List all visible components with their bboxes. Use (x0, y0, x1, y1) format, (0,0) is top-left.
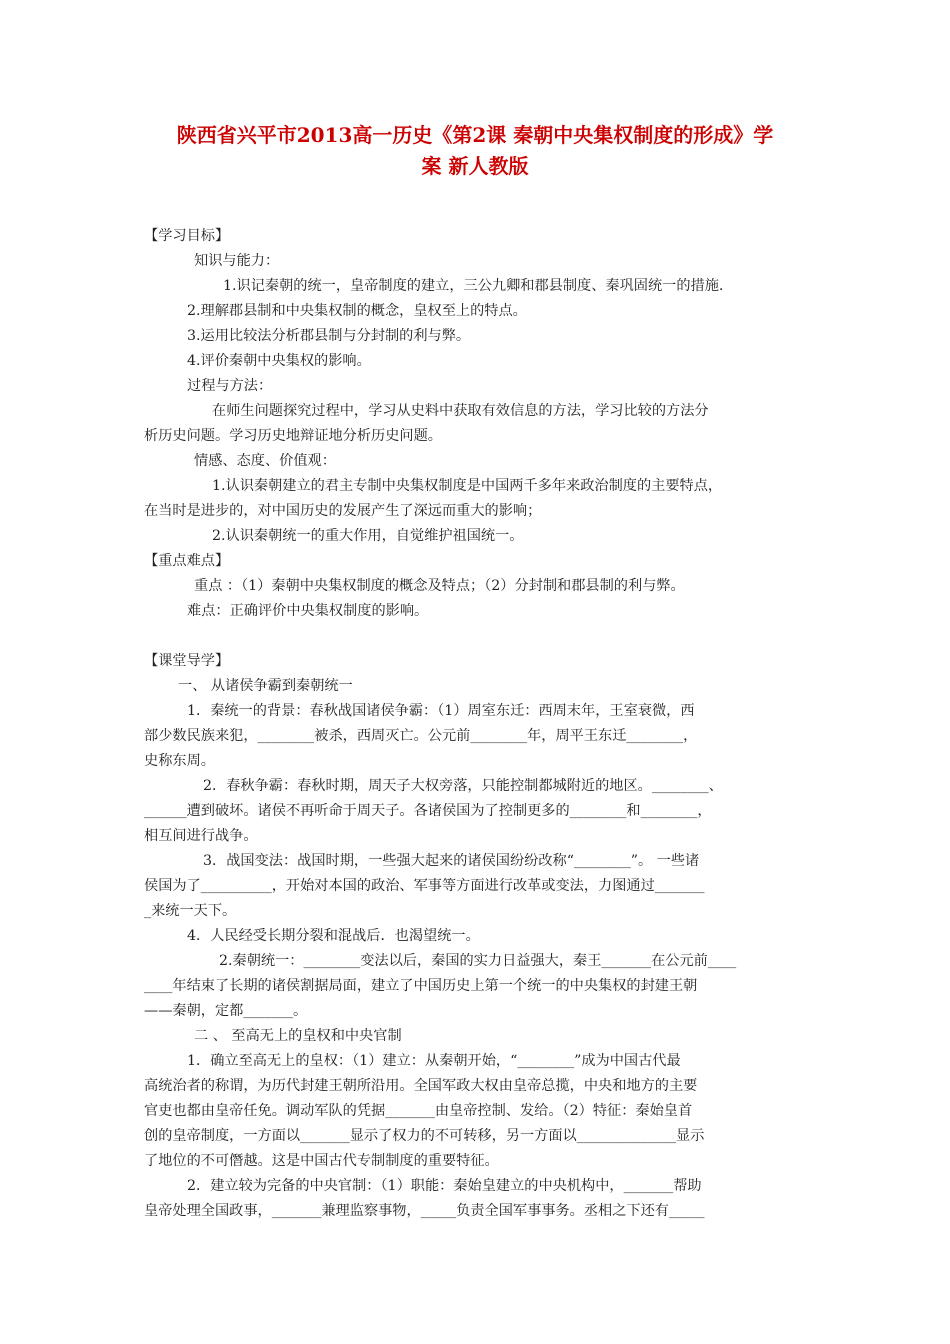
body-line: 2．春秋争霸：春秋时期，周天子大权旁落，只能控制都城附近的地区。________、 (203, 778, 723, 794)
objective-line: 3.运用比较法分析郡县制与分封制的利与弊。 (187, 328, 471, 344)
subheading-values: 情感、态度、价值观： (194, 453, 336, 469)
body-line: ——秦朝，定都_______。 (144, 1003, 308, 1019)
body-line: 在师生问题探究过程中，学习从史料中获取有效信息的方法，学习比较的方法分 (212, 403, 709, 419)
body-line: 3．战国变法：战国时期，一些强大起来的诸侯国纷纷改称“________”。 一些诸 (203, 853, 700, 869)
body-line: 部少数民族来犯，________被杀，西周灭亡。公元前________年，周平王东迁________， (144, 728, 698, 744)
body-line: 1.认识秦朝建立的君主专制中央集权制度是中国两千多年来政治制度的主要特点， (212, 478, 723, 494)
body-line: 侯国为了__________，开始对本国的政治、军事等方面进行改革或变法，力图通过_______ (144, 878, 705, 894)
part-heading-2: 二 、 至高无上的皇权和中央官制 (194, 1028, 402, 1044)
title-line-1: 陕西省兴平市2013高一历史《第2课 秦朝中央集权制度的形成》学 (176, 123, 774, 147)
body-line: 析历史问题。学习历史地辩证地分析历史问题。 (144, 428, 442, 444)
body-line: 创的皇帝制度，一方面以_______显示了权力的不可转移，另一方面以______________显示 (144, 1128, 705, 1144)
section-heading-classroom: 【课堂导学】 (144, 653, 230, 669)
body-line: 2.认识秦朝统一的重大作用，自觉维护祖国统一。 (212, 528, 524, 544)
body-line: 1．秦统一的背景：春秋战国诸侯争霸：（1）周室东迁：西周末年，王室衰微，西 (187, 703, 695, 719)
section-heading-key-points: 【重点难点】 (144, 553, 230, 569)
section-heading-objectives: 【学习目标】 (144, 228, 230, 244)
body-line: 1．确立至高无上的皇权：（1）建立：从秦朝开始，“________”成为中国古代最 (187, 1053, 681, 1069)
body-line: 4．人民经受长期分裂和混战后．也渴望统一。 (187, 928, 480, 944)
objective-line: 1.识记秦朝的统一，皇帝制度的建立，三公九卿和郡县制度、秦巩固统一的措施. (223, 278, 724, 294)
body-line: 了地位的不可僭越。这是中国古代专制制度的重要特征。 (144, 1153, 499, 1169)
body-line: ______遭到破坏。诸侯不再听命于周天子。各诸侯国为了控制更多的________和________， (144, 803, 712, 819)
body-line: 史称东周。 (144, 753, 215, 769)
subheading-knowledge: 知识与能力： (194, 253, 280, 269)
body-line: ____年结束了长期的诸侯割据局面，建立了中国历史上第一个统一的中央集权的封建王朝 (144, 978, 698, 994)
body-line: 皇帝处理全国政事，_______兼理监察事物，_____负责全国军事事务。丞相之下还有_____ (144, 1203, 705, 1219)
body-line: _来统一天下。 (144, 903, 237, 919)
title-line-2: 案 新人教版 (421, 154, 529, 178)
difficult-point-line: 难点：正确评价中央集权制度的影响。 (187, 603, 429, 619)
subheading-process: 过程与方法： (187, 378, 273, 394)
objective-line: 4.评价秦朝中央集权的影响。 (187, 353, 371, 369)
part-heading-1: 一、 从诸侯争霸到秦朝统一 (178, 678, 353, 694)
body-line: 相互间进行战争。 (144, 828, 258, 844)
body-line: 2．建立较为完备的中央官制：（1）职能：秦始皇建立的中央机构中，_______帮助 (187, 1178, 702, 1194)
document-title (120, 120, 830, 182)
body-line: 在当时是进步的，对中国历史的发展产生了深远而重大的影响； (144, 503, 542, 519)
body-line: 2.秦朝统一：________变法以后，秦国的实力日益强大，秦王_______在公元前____ (219, 953, 737, 969)
key-point-line: 重点 ：（1）秦朝中央集权制度的概念及特点；（2）分封制和郡县制的利与弊。 (194, 578, 685, 594)
objective-line: 2.理解郡县制和中央集权制的概念，皇权至上的特点。 (187, 303, 527, 319)
body-line: 官吏也都由皇帝任免。调动军队的凭据_______由皇帝控制、发给。（2）特征：秦始皇首 (144, 1103, 693, 1119)
body-line: 高统治者的称谓，为历代封建王朝所沿用。全国军政大权由皇帝总揽，中央和地方的主要 (144, 1078, 698, 1094)
